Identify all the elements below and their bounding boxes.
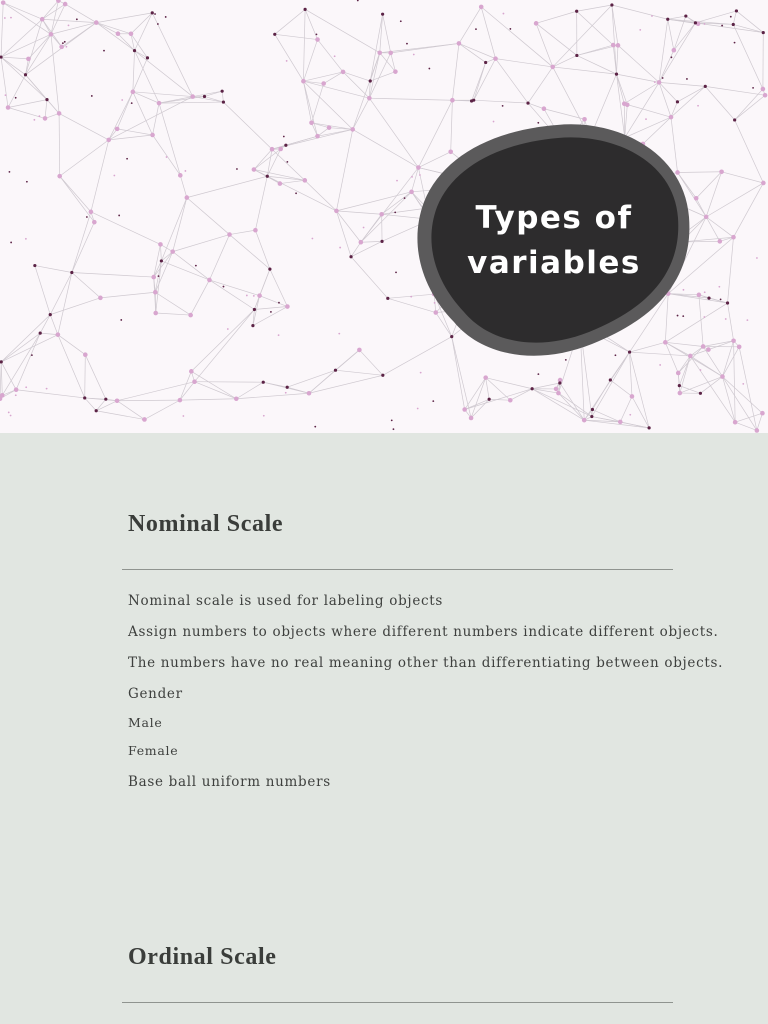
- bullet-item: The numbers have no real meaning other than differentiating between objects.: [128, 655, 724, 671]
- slide-title-line-2: variables: [467, 245, 641, 281]
- slide-title-line-1: Types of: [475, 200, 633, 236]
- section-divider: [122, 1002, 673, 1003]
- section-heading: Nominal Scale: [128, 511, 284, 537]
- bullet-item: Nominal scale is used for labeling objects: [128, 593, 444, 609]
- sub-bullet-item: Male: [128, 715, 163, 730]
- section-divider: [122, 569, 673, 570]
- section-heading: Ordinal Scale: [128, 944, 277, 970]
- sub-bullet-item: Female: [128, 743, 179, 758]
- bullet-item: Base ball uniform numbers: [128, 774, 331, 790]
- bullet-item: Gender: [128, 686, 183, 702]
- bullet-item: Assign numbers to objects where different numbers indicate different objects.: [128, 624, 719, 640]
